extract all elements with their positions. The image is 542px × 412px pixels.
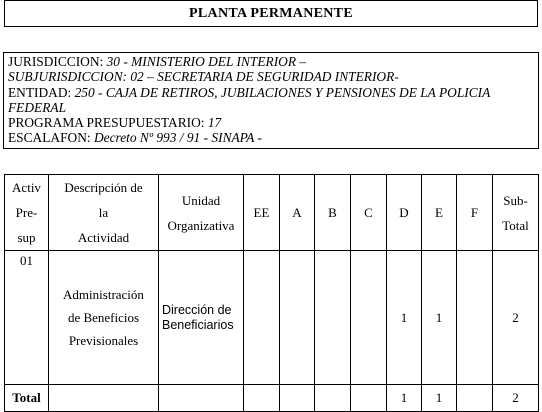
cell-ee bbox=[244, 251, 280, 385]
jurisdiccion-label: JURISDICCION: bbox=[8, 54, 104, 69]
cell-e: 1 bbox=[422, 251, 457, 385]
col-header-b: B bbox=[315, 175, 351, 251]
entidad-line bbox=[8, 85, 535, 116]
entidad-label: ENTIDAD: bbox=[8, 84, 72, 100]
col-header-d: D bbox=[387, 175, 422, 251]
cell-f bbox=[457, 251, 493, 385]
col-header-subtotal: Sub- Total bbox=[493, 175, 539, 251]
programa-value: 17 bbox=[207, 115, 222, 131]
total-ee bbox=[244, 385, 280, 412]
table-header-row bbox=[5, 175, 539, 251]
programa-label: PROGRAMA PRESUPUESTARIO: bbox=[8, 115, 205, 131]
col-header-f: F bbox=[457, 175, 493, 251]
col-header-descripcion: Descripción de la Actividad bbox=[49, 175, 159, 251]
escalafon-value: Decreto Nº 993 / 91 - SINAPA - bbox=[93, 130, 262, 146]
programa-line bbox=[8, 115, 535, 130]
subjurisdiccion-line bbox=[8, 69, 535, 84]
cell-d: 1 bbox=[387, 251, 422, 385]
total-descripcion bbox=[49, 385, 159, 412]
budget-header bbox=[3, 52, 539, 149]
col-header-e: E bbox=[422, 175, 457, 251]
page-title-box bbox=[4, 0, 538, 27]
cell-a bbox=[280, 251, 315, 385]
entidad-value: 250 - CAJA DE RETIROS, JUBILACIONES Y PENSIONES DE LA POLICIA FEDERAL bbox=[8, 84, 491, 115]
total-e: 1 bbox=[422, 385, 457, 412]
table-total-row bbox=[5, 385, 539, 412]
total-unidad bbox=[159, 385, 244, 412]
cell-unidad: Dirección de Beneficiarios bbox=[159, 251, 244, 385]
subjurisdiccion-value: SUBJURISDICCION: 02 – SECRETARIA DE SEGURIDAD INTERIOR- bbox=[8, 69, 399, 85]
escalafon-label: ESCALAFON: bbox=[8, 130, 91, 146]
cell-descripcion: Administración de Beneficios Previsionales bbox=[49, 251, 159, 385]
staffing-table bbox=[4, 174, 539, 412]
total-subtotal: 2 bbox=[493, 385, 539, 412]
total-f bbox=[457, 385, 493, 412]
col-header-activ: Activ Pre- sup bbox=[5, 175, 49, 251]
col-header-unidad: Unidad Organizativa bbox=[159, 175, 244, 251]
page-title: PLANTA PERMANENTE bbox=[189, 5, 353, 21]
table-row bbox=[5, 251, 539, 385]
cell-activ: 01 bbox=[5, 251, 49, 385]
col-header-a: A bbox=[280, 175, 315, 251]
total-b bbox=[315, 385, 351, 412]
col-header-c: C bbox=[351, 175, 387, 251]
jurisdiccion-value: 30 - MINISTERIO DEL INTERIOR – bbox=[106, 54, 307, 69]
total-a bbox=[280, 385, 315, 412]
cell-c bbox=[351, 251, 387, 385]
col-header-ee: EE bbox=[244, 175, 280, 251]
jurisdiccion-line bbox=[8, 54, 535, 69]
total-c bbox=[351, 385, 387, 412]
total-label: Total bbox=[5, 385, 49, 412]
escalafon-line bbox=[8, 130, 535, 145]
cell-subtotal: 2 bbox=[493, 251, 539, 385]
total-d: 1 bbox=[387, 385, 422, 412]
cell-b bbox=[315, 251, 351, 385]
